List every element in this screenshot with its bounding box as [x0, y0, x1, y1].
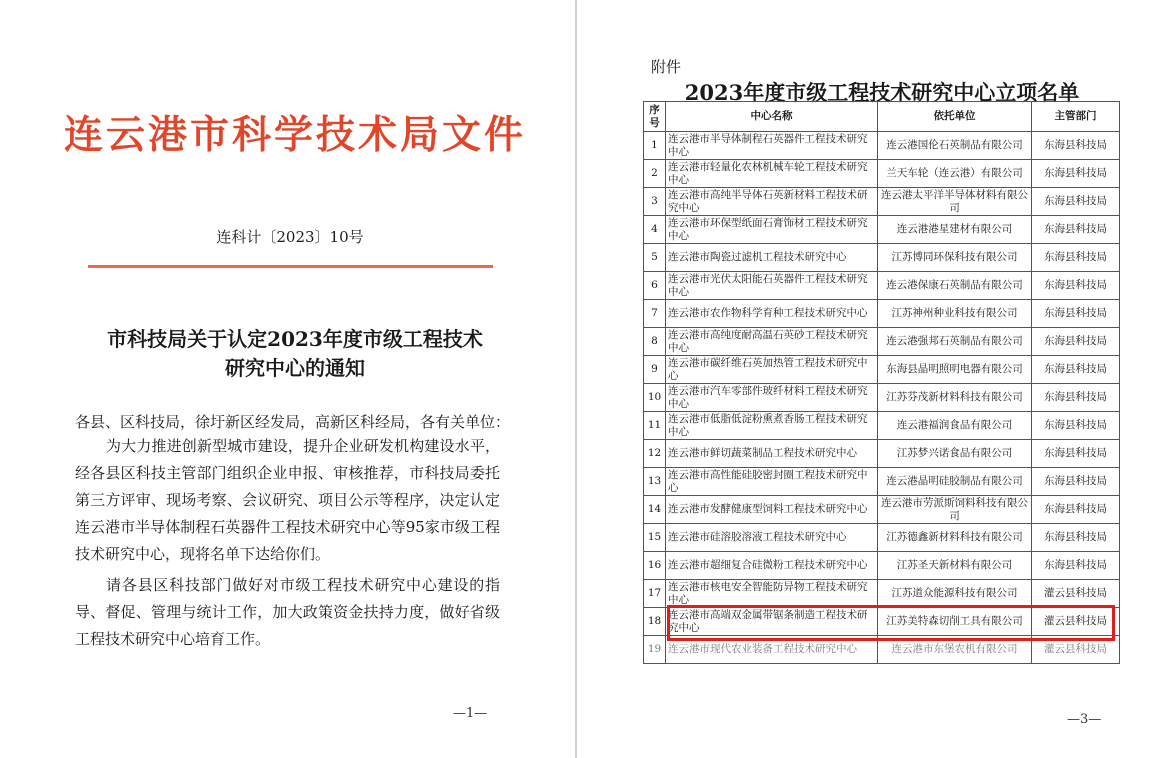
table-row	[644, 468, 1120, 496]
center-name: 连云港市低脂低淀粉熏煮香肠工程技术研究中心	[666, 412, 878, 440]
table-row	[644, 300, 1120, 328]
managing-department: 东海县科技局	[1032, 160, 1120, 188]
row-number: 6	[644, 272, 666, 300]
row-number: 18	[644, 608, 666, 636]
table-row	[644, 552, 1120, 580]
host-unit: 连云港港星建材有限公司	[878, 216, 1032, 244]
center-name: 连云港市核电安全智能防异物工程技术研究中心	[666, 580, 878, 608]
row-number: 19	[644, 636, 666, 664]
table-row	[644, 132, 1120, 160]
table-row	[644, 244, 1120, 272]
list-title: 2023年度市级工程技术研究中心立项名单	[684, 80, 1080, 105]
host-unit: 连云港市东堡农机有限公司	[878, 636, 1032, 664]
row-number: 5	[644, 244, 666, 272]
attachment-label: 附件	[651, 58, 682, 76]
host-unit: 江苏神州种业科技有限公司	[878, 300, 1032, 328]
host-unit: 连云港保康石英制品有限公司	[878, 272, 1032, 300]
center-name: 连云港市碳纤维石英加热管工程技术研究中心	[666, 356, 878, 384]
host-unit: 兰天车轮（连云港）有限公司	[878, 160, 1032, 188]
center-name: 连云港市环保型纸面石膏饰材工程技术研究中心	[666, 216, 878, 244]
managing-department: 东海县科技局	[1032, 440, 1120, 468]
managing-department: 东海县科技局	[1032, 188, 1120, 216]
center-name: 连云港市陶瓷过滤机工程技术研究中心	[666, 244, 878, 272]
notice-title-line-1: 市科技局关于认定2023年度市级工程技术	[107, 327, 483, 351]
table-row	[644, 524, 1120, 552]
table-row	[644, 412, 1120, 440]
table-header-row	[644, 102, 1120, 132]
center-name: 连云港市高端双金属带锯条制造工程技术研究中心	[666, 608, 878, 636]
row-number: 8	[644, 328, 666, 356]
managing-department: 东海县科技局	[1032, 496, 1120, 524]
host-unit: 连云港福润食品有限公司	[878, 412, 1032, 440]
center-name: 连云港市高纯度耐高温石英砂工程技术研究中心	[666, 328, 878, 356]
managing-department: 东海县科技局	[1032, 356, 1120, 384]
row-number: 16	[644, 552, 666, 580]
right-page	[577, 0, 1176, 758]
center-name: 连云港市光伏太阳能石英器件工程技术研究中心	[666, 272, 878, 300]
managing-department: 东海县科技局	[1032, 216, 1120, 244]
table-row	[644, 384, 1120, 412]
document-number: 连科计〔2023〕10号	[216, 228, 364, 246]
body-paragraph-2: 请各县区科技部门做好对市级工程技术研究中心建设的指导、督促、管理与统计工作，加大政策资金扶持力度，做好省级工程技术研究中心培育工作。	[75, 576, 500, 648]
page-number: —1—	[453, 706, 488, 721]
host-unit: 连云港晶明硅胶制品有限公司	[878, 468, 1032, 496]
salutation: 各县、区科技局，徐圩新区经发局，高新区科经局，各有关单位：	[75, 413, 511, 431]
host-unit: 江苏圣天新材料有限公司	[878, 552, 1032, 580]
host-unit: 江苏博同环保科技有限公司	[878, 244, 1032, 272]
managing-department: 东海县科技局	[1032, 468, 1120, 496]
row-number: 4	[644, 216, 666, 244]
table-row	[644, 160, 1120, 188]
table-row	[644, 440, 1120, 468]
center-list-table	[643, 101, 1120, 664]
host-unit: 江苏美特森切削工具有限公司	[878, 608, 1032, 636]
host-unit: 江苏芬茂新材料科技有限公司	[878, 384, 1032, 412]
table-row	[644, 328, 1120, 356]
table-row	[644, 216, 1120, 244]
managing-department: 东海县科技局	[1032, 244, 1120, 272]
table-row	[644, 496, 1120, 524]
host-unit: 江苏道众能源科技有限公司	[878, 580, 1032, 608]
host-unit: 连云港市劳派斯饲料科技有限公司	[878, 496, 1032, 524]
center-name: 连云港市超细复合硅微粉工程技术研究中心	[666, 552, 878, 580]
row-number: 9	[644, 356, 666, 384]
row-number: 3	[644, 188, 666, 216]
managing-department: 东海县科技局	[1032, 132, 1120, 160]
managing-department: 东海县科技局	[1032, 384, 1120, 412]
table-row	[644, 608, 1120, 636]
table-row	[644, 188, 1120, 216]
body-paragraph-1: 为大力推进创新型城市建设，提升企业研发机构建设水平，经各县区科技主管部门组织企业申报、审核推荐，市科技局委托第三方评审、现场考察、会议研究、项目公示等程序，决定认定连云港市半导体制程石英器件工程技术研究中心等95家市级工程技术研究中心，现将名单下达给你们。	[75, 437, 500, 563]
column-header: 序号	[644, 102, 666, 132]
center-name: 连云港市高纯半导体石英新材料工程技术研究中心	[666, 188, 878, 216]
center-name: 连云港市汽车零部件玻纤材料工程技术研究中心	[666, 384, 878, 412]
row-number: 2	[644, 160, 666, 188]
center-name: 连云港市农作物科学育种工程技术研究中心	[666, 300, 878, 328]
red-divider-line	[88, 265, 493, 268]
page-number: —3—	[1067, 712, 1102, 727]
notice-title-line-2: 研究中心的通知	[225, 356, 365, 380]
center-name: 连云港市发酵健康型饲料工程技术研究中心	[666, 496, 878, 524]
managing-department: 灌云县科技局	[1032, 608, 1120, 636]
host-unit: 连云港太平洋半导体材料有限公司	[878, 188, 1032, 216]
row-number: 1	[644, 132, 666, 160]
left-page	[0, 0, 575, 758]
row-number: 7	[644, 300, 666, 328]
center-name: 连云港市高性能硅胶密封圈工程技术研究中心	[666, 468, 878, 496]
column-header: 中心名称	[666, 102, 878, 132]
managing-department: 灌云县科技局	[1032, 580, 1120, 608]
column-header: 主管部门	[1032, 102, 1120, 132]
managing-department: 东海县科技局	[1032, 300, 1120, 328]
center-name: 连云港市轻量化农林机械车轮工程技术研究中心	[666, 160, 878, 188]
managing-department: 东海县科技局	[1032, 552, 1120, 580]
column-header: 依托单位	[878, 102, 1032, 132]
row-number: 11	[644, 412, 666, 440]
host-unit: 东海县晶明照明电器有限公司	[878, 356, 1032, 384]
row-number: 10	[644, 384, 666, 412]
table-row	[644, 636, 1120, 664]
table-row	[644, 272, 1120, 300]
center-name: 连云港市现代农业装备工程技术研究中心	[666, 636, 878, 664]
table-row	[644, 356, 1120, 384]
host-unit: 连云港国伦石英制品有限公司	[878, 132, 1032, 160]
row-number: 13	[644, 468, 666, 496]
managing-department: 灌云县科技局	[1032, 636, 1120, 664]
center-name: 连云港市硅溶胶溶液工程技术研究中心	[666, 524, 878, 552]
row-number: 12	[644, 440, 666, 468]
managing-department: 东海县科技局	[1032, 328, 1120, 356]
row-number: 15	[644, 524, 666, 552]
host-unit: 江苏德鑫新材料科技有限公司	[878, 524, 1032, 552]
center-name: 连云港市半导体制程石英器件工程技术研究中心	[666, 132, 878, 160]
host-unit: 江苏梦兴诺食品有限公司	[878, 440, 1032, 468]
document-header: 连云港市科学技术局文件	[63, 112, 526, 158]
row-number: 17	[644, 580, 666, 608]
managing-department: 东海县科技局	[1032, 412, 1120, 440]
managing-department: 东海县科技局	[1032, 524, 1120, 552]
host-unit: 连云港强邦石英制品有限公司	[878, 328, 1032, 356]
row-number: 14	[644, 496, 666, 524]
notice-title	[60, 325, 530, 383]
table-row	[644, 580, 1120, 608]
center-name: 连云港市鲜切蔬菜制品工程技术研究中心	[666, 440, 878, 468]
managing-department: 东海县科技局	[1032, 272, 1120, 300]
